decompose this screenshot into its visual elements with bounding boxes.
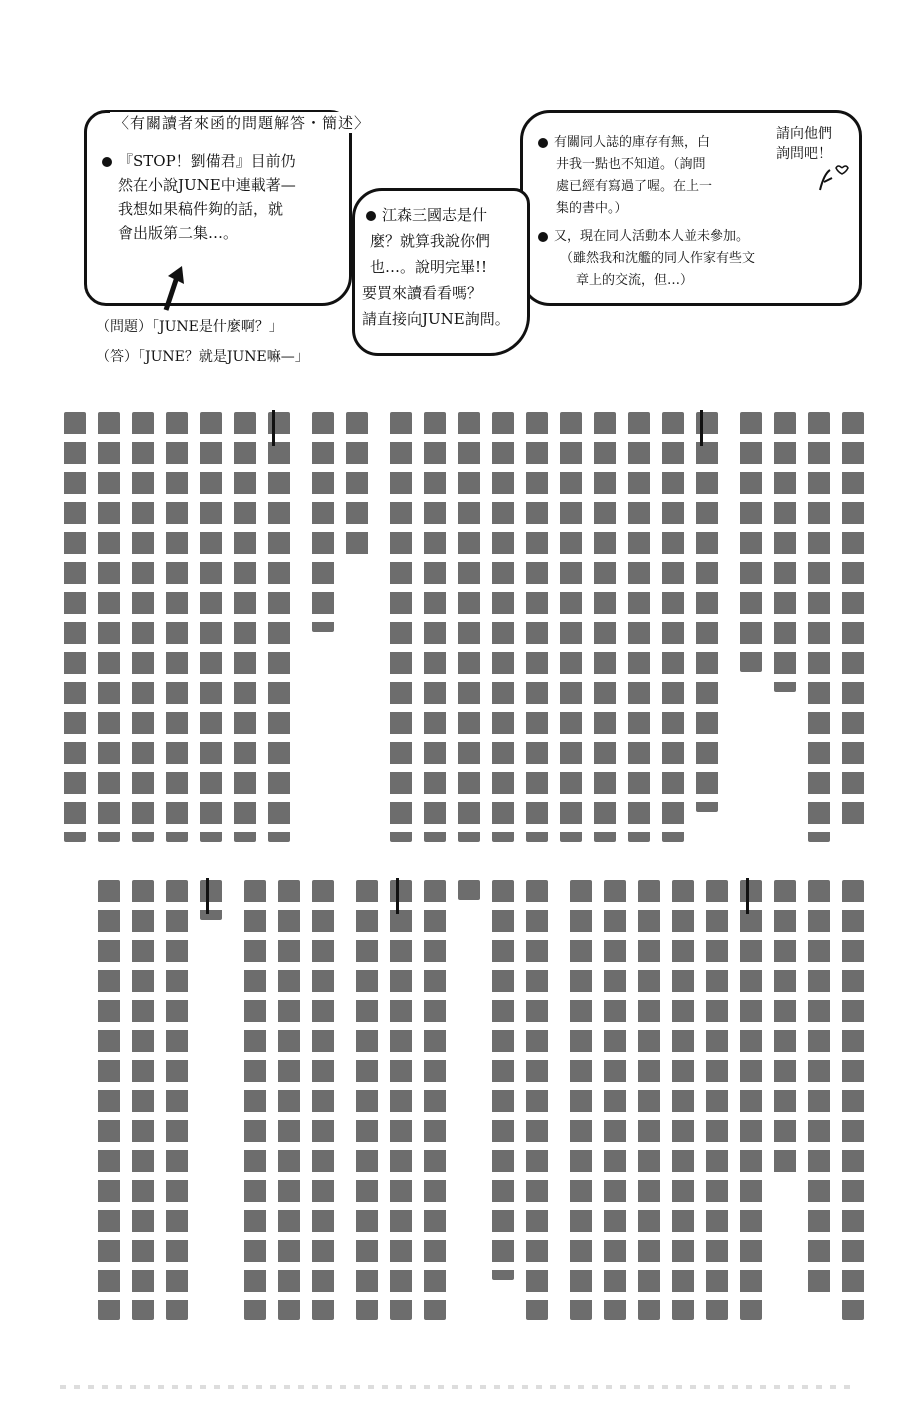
text-column — [64, 412, 86, 842]
right-note-line-5 — [538, 226, 749, 248]
text-column — [312, 412, 334, 632]
text-column — [560, 412, 582, 842]
right-note-line-1 — [538, 132, 710, 154]
text-column — [268, 412, 290, 842]
left-note-line-2: 然在小說JUNE中連載著— — [118, 176, 296, 194]
middle-note-line-4: 要買來讀看看嗎？ — [362, 284, 483, 302]
text-column — [312, 880, 334, 1320]
answer-line: （答）「JUNE？就是JUNE嘛—」 — [96, 349, 309, 365]
left-note-line-3: 我想如果稿件夠的話，就 — [118, 200, 284, 218]
side-note-line-1: 請向他們 — [776, 126, 832, 142]
text-column — [200, 412, 222, 842]
middle-note-line-2: 麼？就算我說你們 — [370, 232, 491, 250]
middle-note-line-1 — [366, 204, 487, 226]
right-note-text-5: 又，現在同人活動本人並未參加。 — [554, 229, 750, 244]
text-column — [492, 412, 514, 842]
doodle-icon — [810, 160, 850, 196]
text-column — [696, 412, 718, 812]
right-note-text-1: 有關同人誌的庫存有無，白 — [554, 135, 711, 150]
text-column — [390, 880, 412, 1320]
bullet-icon — [538, 138, 548, 148]
text-column — [166, 880, 188, 1320]
text-column — [132, 880, 154, 1320]
right-note-line-3: 處已經有寫過了喔。在上一 — [556, 179, 713, 194]
text-column — [526, 880, 548, 1320]
middle-note-line-3: 也…。說明完畢!! — [370, 258, 488, 276]
text-column — [570, 880, 592, 1320]
left-note-line-4: 會出版第二集…。 — [118, 224, 239, 242]
bullet-icon — [366, 211, 376, 221]
text-column — [672, 880, 694, 1320]
text-column — [740, 412, 762, 672]
text-column — [132, 412, 154, 842]
text-column — [740, 880, 762, 1320]
notes-heading: 〈有關讀者來函的問題解答・簡述〉 — [110, 112, 374, 133]
text-column — [390, 412, 412, 842]
text-column — [842, 412, 864, 832]
text-column — [424, 412, 446, 842]
bullet-icon — [538, 232, 548, 242]
text-column — [200, 880, 222, 920]
text-column — [244, 880, 266, 1320]
text-column — [774, 880, 796, 1180]
text-column — [842, 880, 864, 1320]
left-note-line-1 — [102, 150, 296, 172]
text-column — [808, 412, 830, 842]
bullet-icon — [102, 157, 112, 167]
right-note-line-6: （雖然我和沈艦的同人作家有些文 — [560, 251, 756, 266]
text-column — [662, 412, 684, 842]
text-column — [166, 412, 188, 842]
text-column — [706, 880, 728, 1320]
text-column — [526, 412, 548, 842]
text-column — [458, 880, 480, 900]
text-column — [808, 880, 830, 1300]
text-column — [278, 880, 300, 1320]
text-column — [424, 880, 446, 1320]
middle-note-text-1: 江森三國志是什 — [382, 206, 488, 224]
text-column — [346, 412, 368, 562]
text-column — [492, 880, 514, 1280]
text-column — [604, 880, 626, 1320]
side-note-line-2: 詢問吧！ — [776, 146, 832, 162]
em-dash-mark — [272, 410, 275, 446]
text-column — [594, 412, 616, 842]
text-column — [356, 880, 378, 1320]
em-dash-mark — [206, 878, 209, 914]
text-column — [774, 412, 796, 692]
text-column — [98, 412, 120, 842]
em-dash-mark — [700, 410, 703, 446]
text-column — [234, 412, 256, 842]
em-dash-mark — [396, 878, 399, 914]
left-note-text-1: 『STOP！劉備君』目前仍 — [118, 152, 296, 170]
text-column — [628, 412, 650, 842]
em-dash-mark — [746, 878, 749, 914]
side-note — [776, 124, 832, 164]
right-note-line-2: 井我一點也不知道。（詢問 — [556, 157, 706, 172]
right-note-line-7: 章上的交流，但…） — [576, 273, 694, 288]
arrow-up-icon — [160, 262, 190, 312]
text-column — [458, 412, 480, 842]
question-line: （問題）「JUNE是什麼啊？」 — [96, 319, 283, 335]
text-column — [98, 880, 120, 1320]
scan-noise — [60, 1385, 850, 1389]
text-column — [638, 880, 660, 1320]
right-note-line-4: 集的書中。） — [556, 201, 628, 216]
middle-note-line-5: 請直接向JUNE詢問。 — [362, 310, 510, 328]
